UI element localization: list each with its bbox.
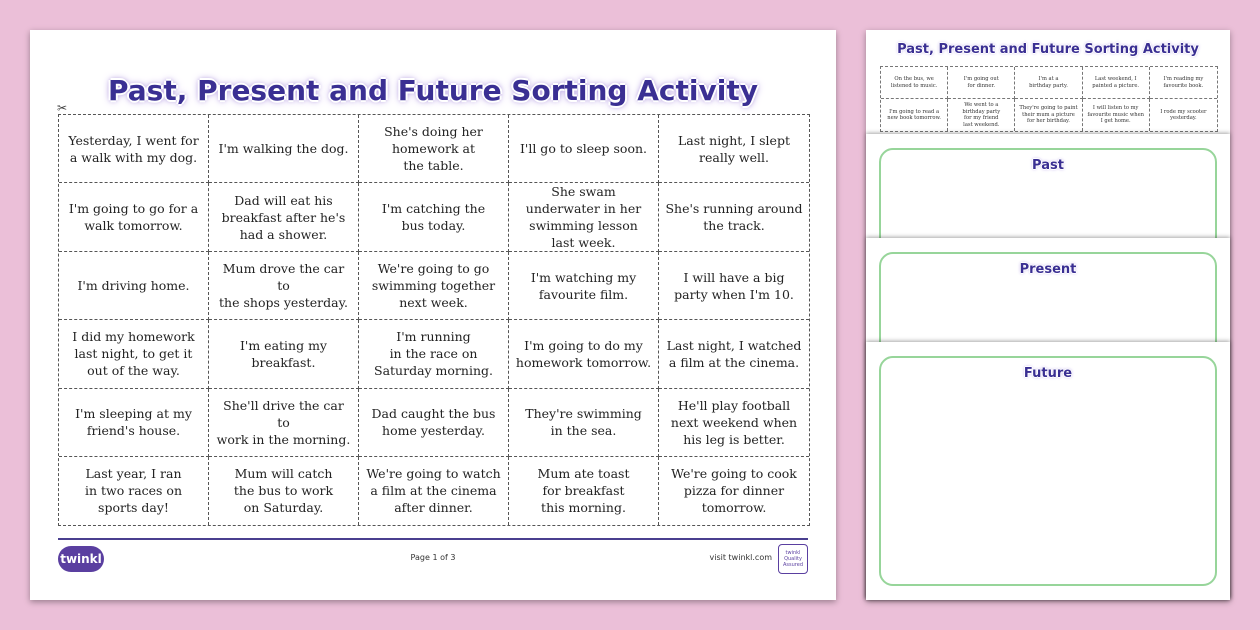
main-worksheet [30, 30, 836, 600]
mini-sorting-card: We went to a birthday party for my friend last weekend. [948, 99, 1015, 131]
quality-badge-text: twinkl Quality Assured [783, 550, 803, 568]
sorting-card: He'll play football next weekend when his leg is better. [659, 389, 809, 457]
sorting-card: I'm sleeping at my friend's house. [59, 389, 209, 457]
footer-divider [58, 538, 808, 540]
sorting-card: Dad caught the bus home yesterday. [359, 389, 509, 457]
sorting-card: Mum will catch the bus to work on Saturday. [209, 457, 359, 525]
sorting-card: I'm catching the bus today. [359, 183, 509, 252]
mini-sorting-card: I'm reading my favourite book. [1150, 67, 1217, 99]
sorting-card: I'm walking the dog. [209, 115, 359, 183]
visit-link[interactable]: visit twinkl.com [709, 553, 772, 562]
sorting-card: I will have a big party when I'm 10. [659, 252, 809, 320]
mini-sorting-card: I'm at a birthday party. [1015, 67, 1082, 99]
twinkl-logo: twinkl [58, 546, 104, 572]
page-title: Past, Present and Future Sorting Activity [108, 74, 758, 107]
sorting-card: I'll go to sleep soon. [509, 115, 659, 183]
mini-sorting-card: I will listen to my favourite music when I get home. [1083, 99, 1150, 131]
sorting-card: We're going to go swimming together next week. [359, 252, 509, 320]
sorting-card: We're going to cook pizza for dinner tomorrow. [671, 466, 797, 516]
sorting-card: She swam underwater in her swimming lesson last week. [509, 183, 659, 252]
sorting-mat-future [866, 342, 1230, 600]
sorting-card: She'll drive the car to work in the morning. [209, 389, 359, 457]
mini-sorting-card: They're going to paint their mum a picture for her birthday. [1015, 99, 1082, 131]
sorting-card-grid [58, 114, 810, 526]
sorting-card: I'm running in the race on Saturday morning. [359, 320, 509, 388]
sorting-card: I did my homework last night, to get it out of the way. [59, 320, 209, 388]
mini-sorting-card: On the bus, we listened to music. [881, 67, 948, 99]
sorting-card: I'm going to go for a walk tomorrow. [59, 183, 209, 252]
mini-sorting-card: I'm going to read a new book tomorrow. [881, 99, 948, 131]
future-box [879, 356, 1217, 586]
sorting-card: I'm eating my breakfast. [209, 320, 359, 388]
present-label: Present [1019, 262, 1077, 277]
scissors-icon: ✂ [57, 101, 68, 115]
sorting-card: Last year, I ran in two races on sports day! [59, 457, 209, 525]
sorting-card: They're swimming in the sea. [509, 389, 659, 457]
sorting-card: Mum ate toast for breakfast this morning. [509, 457, 659, 525]
page-number: Page 1 of 3 [410, 553, 456, 562]
sorting-card: Last night, I watched a film at the cinema. [659, 320, 809, 388]
quality-badge [778, 544, 808, 574]
sorting-card: Mum drove the car to the shops yesterday. [209, 252, 359, 320]
side-page-title: Past, Present and Future Sorting Activity [897, 42, 1199, 57]
mini-sorting-card: I'm going out for dinner. [948, 67, 1015, 99]
sorting-card: Last night, I slept really well. [659, 115, 809, 183]
future-label: Future [1023, 366, 1073, 381]
mini-sorting-card: I rode my scooter yesterday. [1160, 108, 1207, 121]
sorting-card: She's running around the track. [659, 183, 809, 252]
mini-card-grid [880, 66, 1218, 132]
sorting-card: Yesterday, I went for a walk with my dog. [59, 115, 209, 183]
sorting-card: I'm going to do my homework tomorrow. [509, 320, 659, 388]
sorting-card: I'm watching my favourite film. [509, 252, 659, 320]
mini-sorting-card: Last weekend, I painted a picture. [1083, 67, 1150, 99]
sorting-card: I'm driving home. [59, 252, 209, 320]
sorting-card: We're going to watch a film at the cinema after dinner. [359, 457, 509, 525]
past-label: Past [1032, 158, 1064, 173]
sorting-card: Dad will eat his breakfast after he's had a shower. [209, 183, 359, 252]
sorting-card: She's doing her homework at the table. [359, 115, 509, 183]
